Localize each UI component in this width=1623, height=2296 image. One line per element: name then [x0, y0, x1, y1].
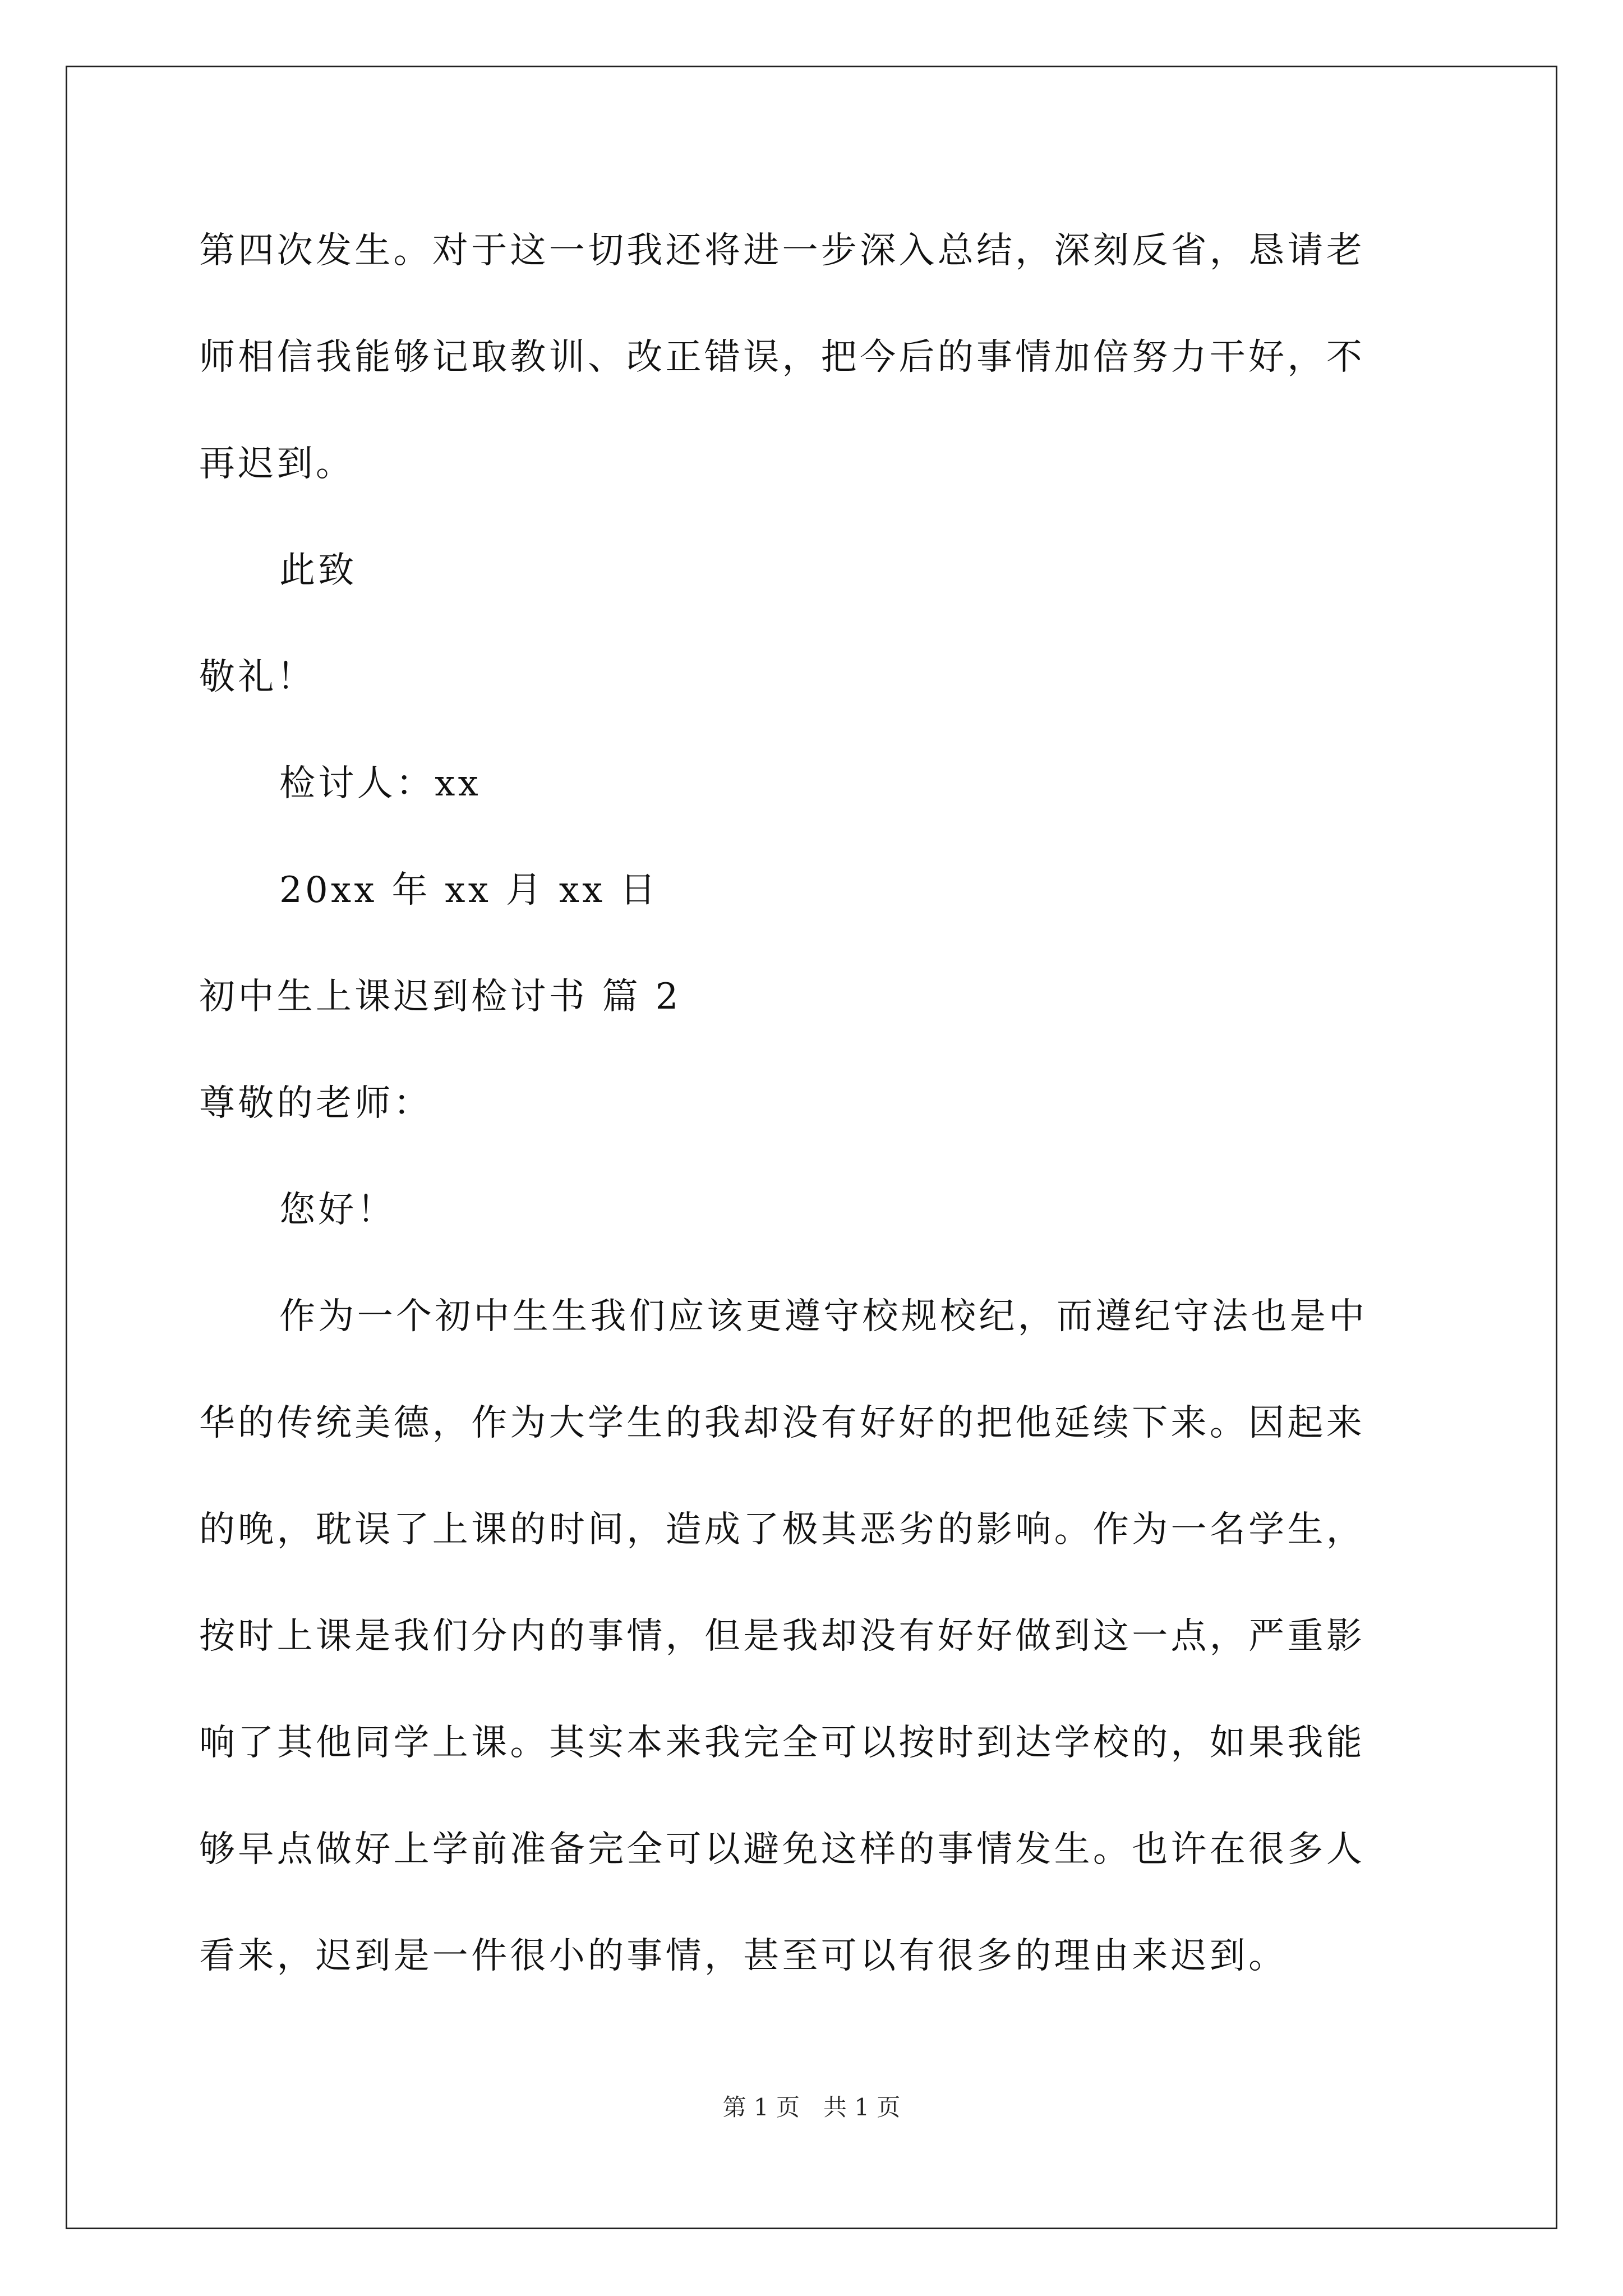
closing-salutation: 此致 — [279, 550, 357, 591]
body-line: 作为一个初中生生我们应该更遵守校规校纪，而遵纪守法也是中 — [279, 1296, 1368, 1337]
body-line: 的晚，耽误了上课的时间，造成了极其恶劣的影响。作为一名学生， — [199, 1509, 1365, 1550]
body-line: 再迟到。 — [199, 443, 355, 485]
section-heading: 初中生上课迟到检讨书 篇 2 — [199, 976, 681, 1018]
greeting-hello: 您好！ — [279, 1189, 396, 1231]
body-line: 华的传统美德，作为大学生的我却没有好好的把他延续下来。因起来 — [199, 1402, 1365, 1444]
body-line: 够早点做好上学前准备完全可以避免这样的事情发生。也许在很多人 — [199, 1829, 1365, 1870]
signature-line: 检讨人：xx — [279, 763, 481, 804]
body-line: 按时上课是我们分内的事情，但是我却没有好好做到这一点，严重影 — [199, 1616, 1365, 1657]
body-line: 响了其他同学上课。其实本来我完全可以按时到达学校的，如果我能 — [199, 1722, 1365, 1764]
greeting: 尊敬的老师： — [199, 1083, 432, 1124]
date-line: 20xx 年 xx 月 xx 日 — [279, 869, 659, 911]
page-border — [66, 66, 1557, 2229]
body-line: 第四次发生。对于这一切我还将进一步深入总结，深刻反省，恳请老 — [199, 230, 1365, 272]
body-line: 看来，迟到是一件很小的事情，甚至可以有很多的理由来迟到。 — [199, 1935, 1288, 1977]
closing-regards: 敬礼！ — [199, 656, 316, 698]
body-line: 师相信我能够记取教训、改正错误，把今后的事情加倍努力干好，不 — [199, 337, 1365, 378]
page-footer: 第 1 页 共 1 页 — [722, 2093, 901, 2121]
